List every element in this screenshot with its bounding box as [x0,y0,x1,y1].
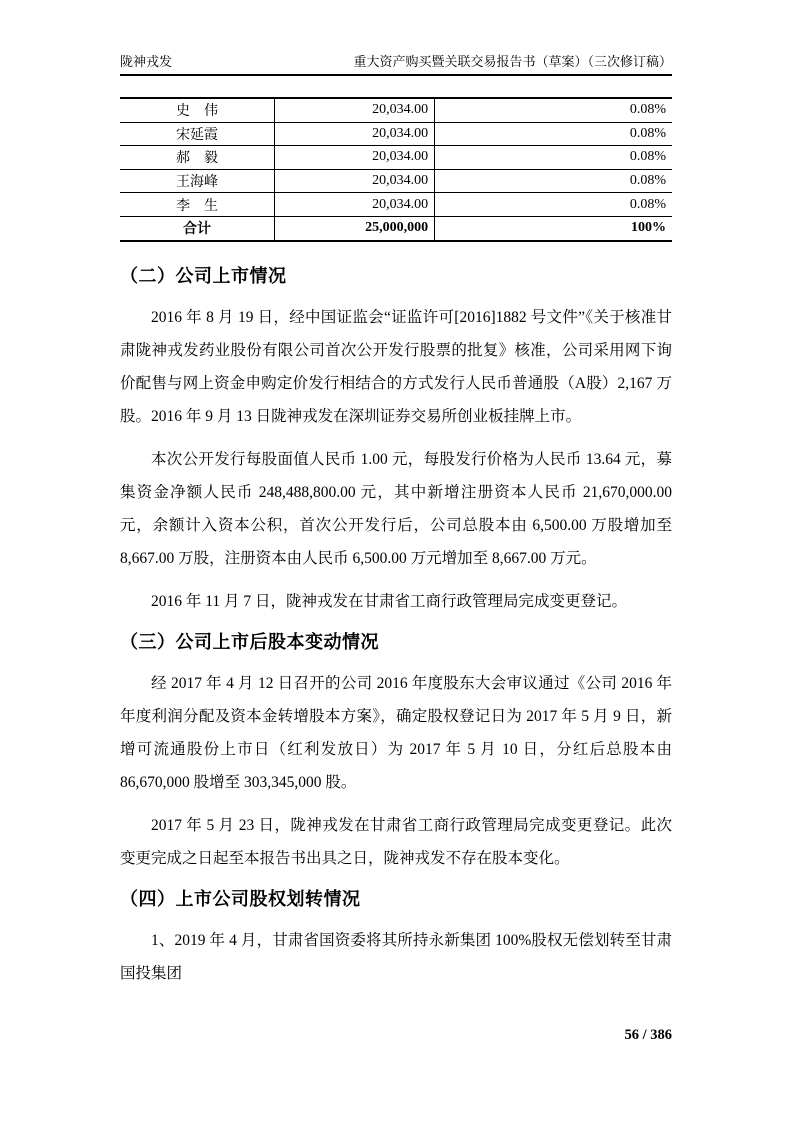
share-percent-cell: 0.08% [435,122,672,146]
share-amount-cell: 20,034.00 [275,122,435,146]
share-percent-cell: 0.08% [435,193,672,217]
table-total-row [120,216,672,240]
share-amount-cell: 20,034.00 [275,98,435,122]
share-amount-cell: 20,034.00 [275,169,435,193]
share-percent-cell: 0.08% [629,102,666,118]
shareholder-name-cell: 史 伟 [120,98,275,122]
paragraph: 2016 年 11 月 7 日，陇神戎发在甘肃省工商行政管理局完成变更登记。 [151,592,628,610]
shareholder-name-cell: 李 生 [120,193,275,217]
paragraph: 本次公开发行每股面值人民币 1.00 元，每股发行价格为人民币 13.64 元，募集资金净额人民币 248,488,800.00 元，其中新增注册资本人民币 21,670,000.00 元，余额计入资本公积，首次公开发行后，公司总股本由 6,500.00 万股增加至 8,667.00 万股，注册资本由人民币 6,500.00 万元增加至 8,667.00 万元。 [120,450,672,567]
shareholder-name-cell: 宋延霞 [120,122,275,146]
header-company-name: 陇神戎发 [120,54,173,69]
section-heading-share-changes: （三）公司上市后股本变动情况 [120,631,379,652]
table-row [120,122,672,146]
total-percent-cell: 100% [435,216,672,240]
section-heading-equity-transfer: （四）上市公司股权划转情况 [120,888,361,909]
share-amount-cell: 20,034.00 [275,193,435,217]
table-row [120,146,672,170]
table-row [120,193,672,217]
total-amount-cell: 25,000,000 [275,216,435,240]
table-row [120,169,672,193]
paragraph: 1、2019 年 4 月，甘肃省国资委将其所持永新集团 100%股权无偿划转至甘肃国投集团 [120,931,672,982]
shareholder-table [120,97,672,242]
table-row [120,98,672,122]
header-document-title: 重大资产购买暨关联交易报告书（草案）（三次修订稿） [353,54,672,69]
page-header [120,54,672,76]
paragraph: 2016 年 8 月 19 日，经中国证监会“证监许可[2016]1882 号文件”《关于核准甘肃陇神戎发药业股份有限公司首次公开发行股票的批复》核准，公司采用网下询价配售与网上资金申购定价发行相结合的方式发行人民币普通股（A股）2,167 万股。2016 年 9 月 13 日陇神戎发在深圳证券交易所创业板挂牌上市。 [120,308,672,425]
total-label-cell: 合计 [120,216,275,240]
share-percent-cell: 0.08% [435,169,672,193]
shareholder-name-cell: 郝 毅 [120,146,275,170]
shareholder-name-cell: 王海峰 [120,169,275,193]
share-amount-cell: 20,034.00 [275,146,435,170]
page-number: 56 / 386 [624,1027,672,1043]
paragraph: 2017 年 5 月 23 日，陇神戎发在甘肃省工商行政管理局完成变更登记。此次变更完成之日起至本报告书出具之日，陇神戎发不存在股本变化。 [120,816,672,867]
section-heading-listing: （二）公司上市情况 [120,265,287,286]
share-percent-cell: 0.08% [435,146,672,170]
paragraph: 经 2017 年 4 月 12 日召开的公司 2016 年度股东大会审议通过《公司 2016 年年度利润分配及资本金转增股本方案》，确定股权登记日为 2017 年 5 月 9 日，新增可流通股份上市日（红利发放日）为 2017 年 5 月 10 日，分红后总股本由 86,670,000 股增至 303,345,000 股。 [120,674,672,791]
